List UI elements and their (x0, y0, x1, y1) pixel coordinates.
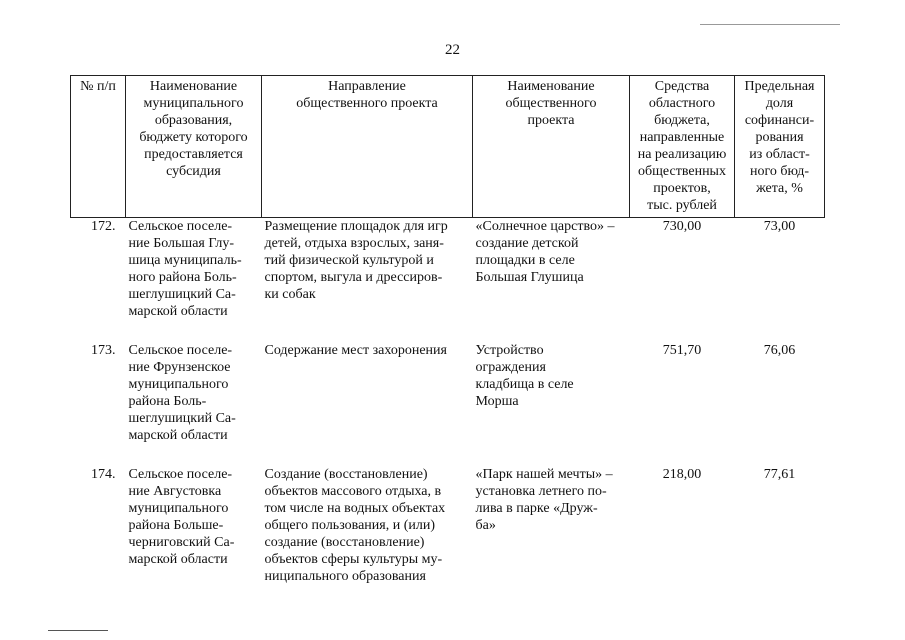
row-share: 76,06 (763, 343, 796, 358)
row-number: 173. (91, 343, 116, 358)
row-project: Устройство ограждения кладбища в селе Морша (475, 343, 574, 409)
row-direction: Размещение площадок для игр детей, отдыха взрослых, заня- тий физической культурой и спортом, выгула и дрессиров- ки собак (264, 219, 448, 302)
header-direction: Направление общественного проекта (262, 76, 473, 218)
row-project: «Солнечное царство» – создание детской площадки в селе Большая Глушица (475, 219, 615, 285)
header-row (71, 76, 825, 218)
row-project: «Парк нашей мечты» – установка летнего по- лива в парке «Друж- ба» (475, 467, 613, 533)
row-number: 172. (91, 219, 116, 234)
header-municipality: Наименование муниципального образования, бюджету которого предоставляется субсидия (126, 76, 262, 218)
subsidy-table (70, 75, 825, 590)
scan-artifact-line (700, 24, 840, 25)
header-funds: Средства областного бюджета, направленные на реализацию общественных проектов, тыс. рублей (630, 76, 735, 218)
table-row (71, 466, 825, 590)
row-funds: 751,70 (662, 343, 702, 358)
page-number: 22 (445, 42, 460, 58)
scan-artifact-line (48, 630, 108, 631)
table-row (71, 342, 825, 466)
row-funds: 730,00 (662, 219, 702, 234)
row-municipality: Сельское поселе- ние Августовка муниципального района Больше- черниговский Са- марской области (128, 467, 235, 567)
row-funds: 218,00 (662, 467, 702, 482)
row-direction: Содержание мест захоронения (264, 343, 447, 358)
header-number: № п/п (71, 76, 126, 218)
table-row (71, 218, 825, 343)
row-direction: Создание (восстановление) объектов массового отдыха, в том числе на водных объектах общего пользования, и (или) создание (восстановление) объектов сферы культуры му- ниципального образования (264, 467, 446, 584)
row-share: 77,61 (763, 467, 796, 482)
row-municipality: Сельское поселе- ние Фрунзенское муниципального района Боль- шеглушицкий Са- марской области (128, 343, 236, 443)
row-municipality: Сельское поселе- ние Большая Глу- шица муниципаль- ного района Боль- шеглушицкий Са- марской области (128, 219, 242, 319)
row-share: 73,00 (763, 219, 796, 234)
row-number: 174. (91, 467, 116, 482)
header-project-name: Наименование общественного проекта (473, 76, 630, 218)
header-share: Предельная доля софинанси- рования из област- ного бюд- жета, % (735, 76, 825, 218)
